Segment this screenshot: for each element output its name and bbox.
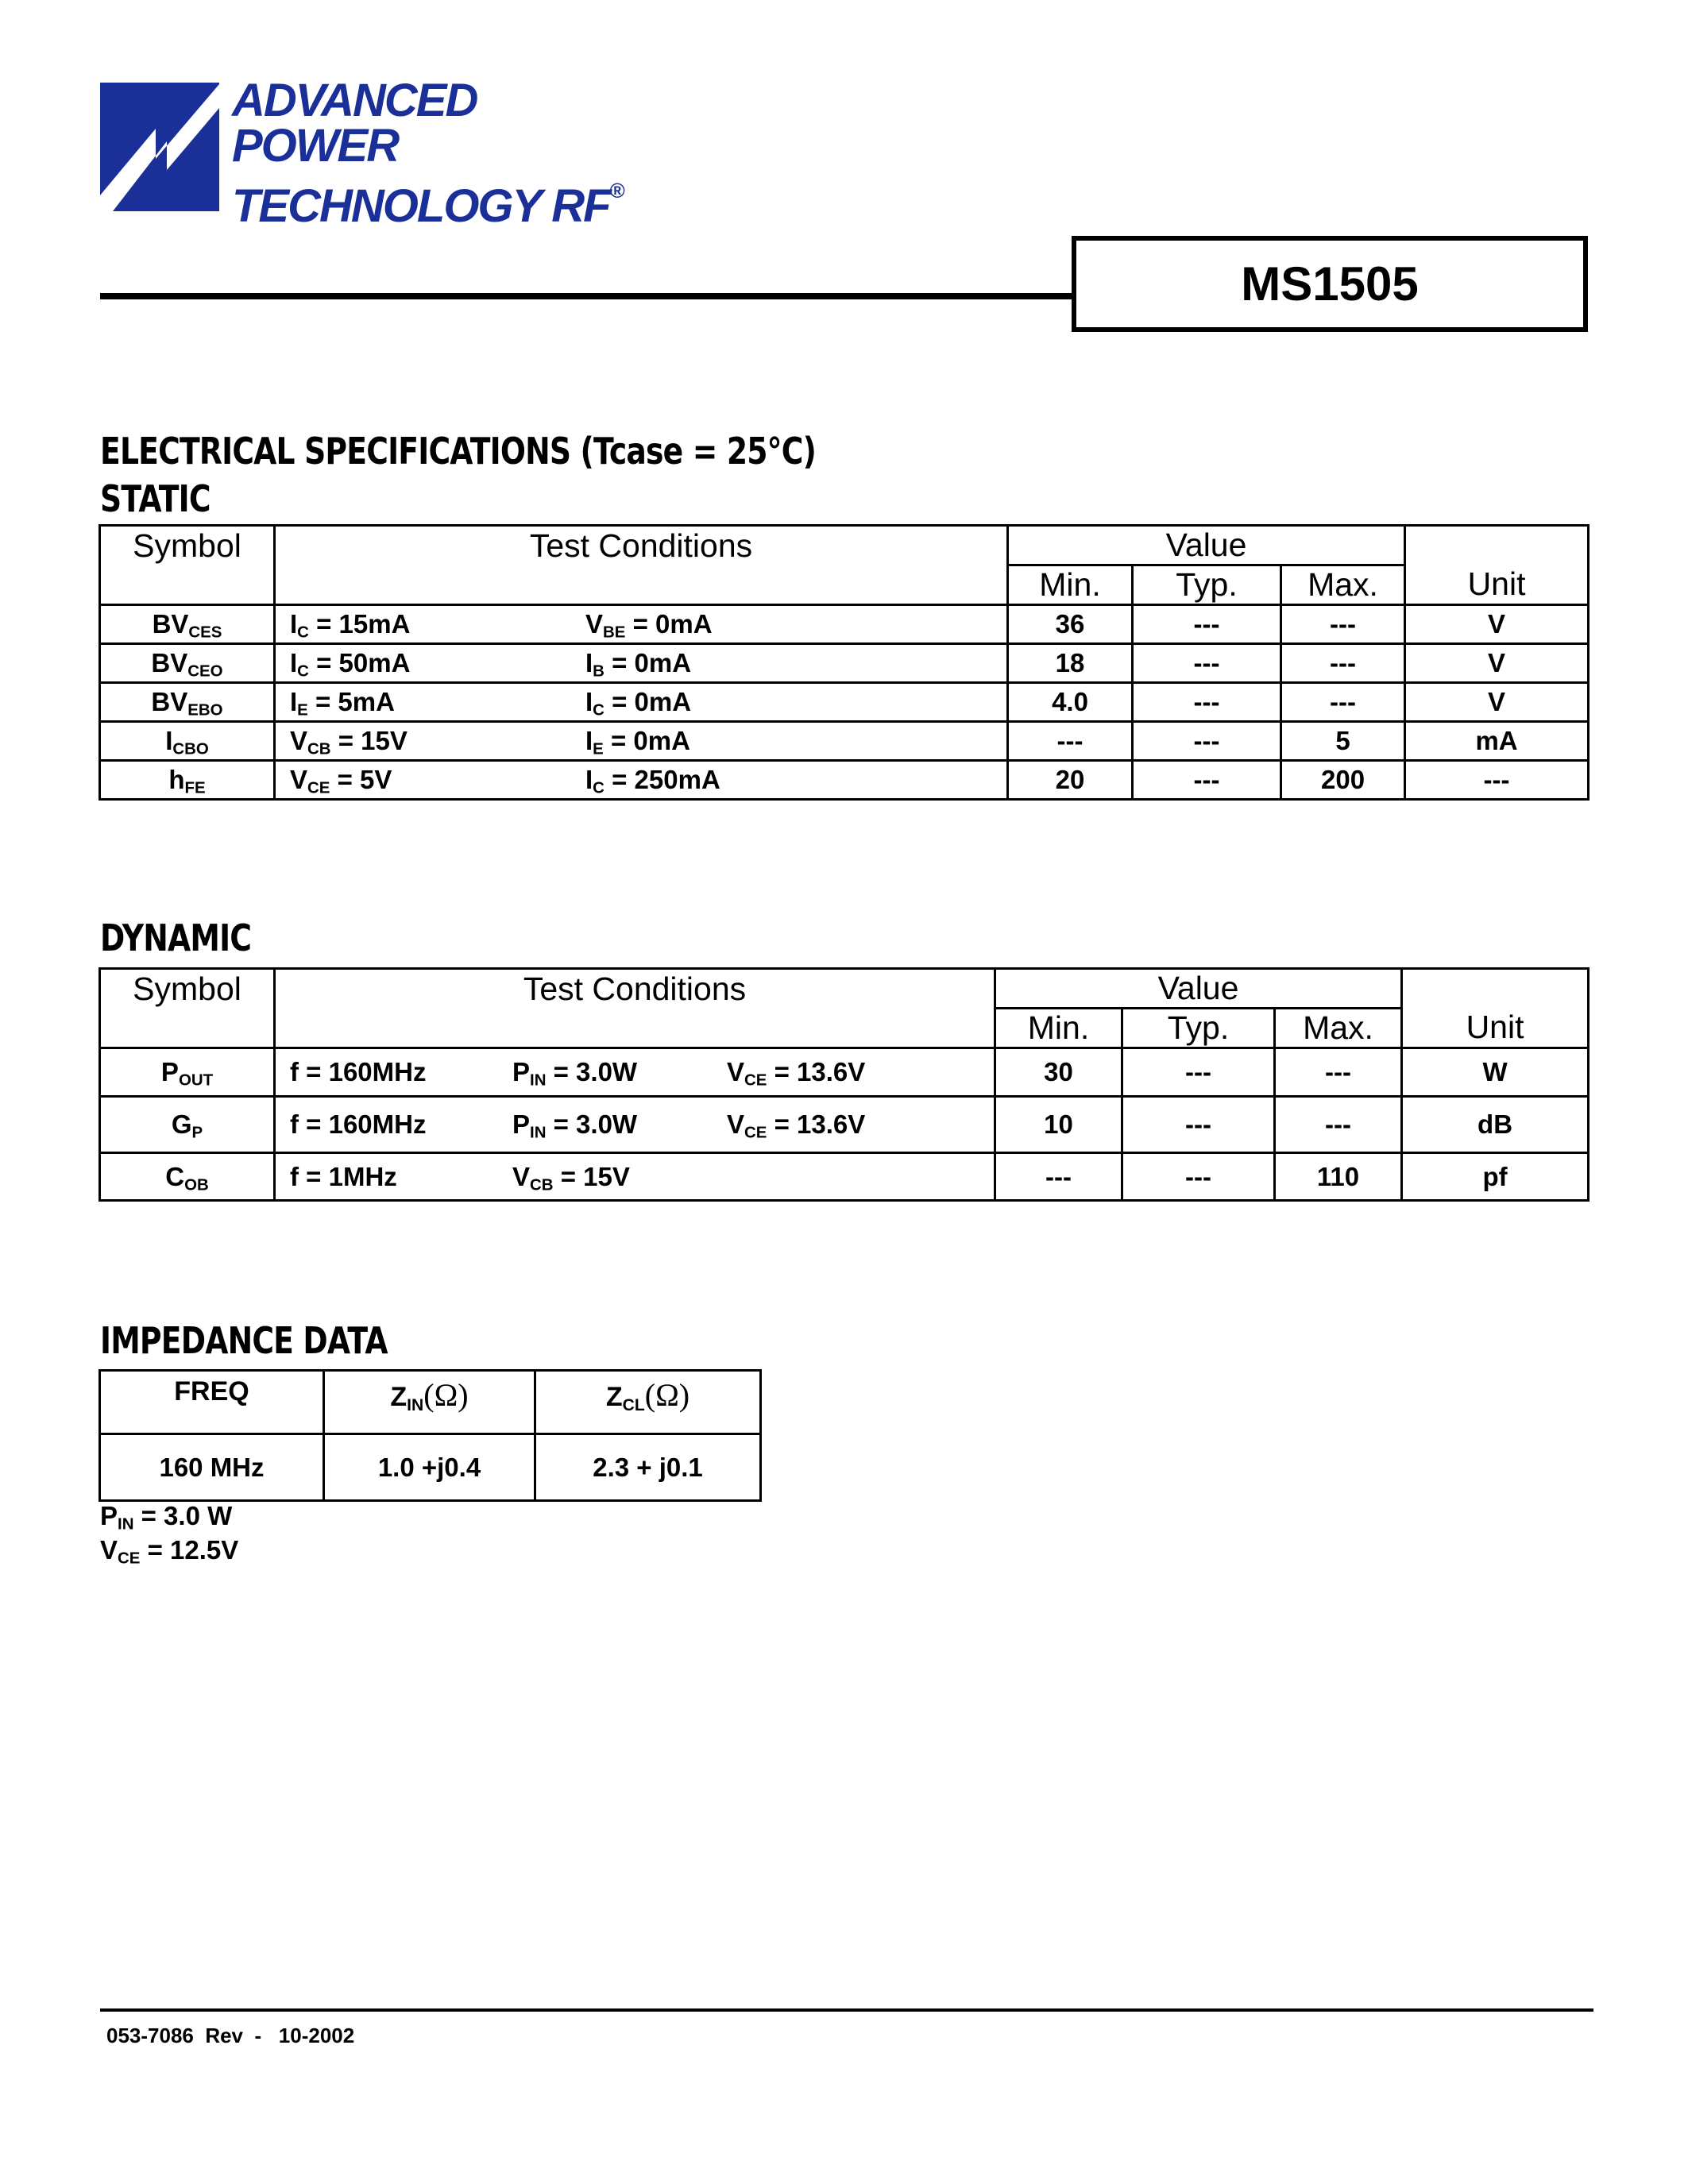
test-conditions-cell: $V_{CB} = 15V$ $I_E = 0mA$ xyxy=(275,722,1008,761)
typ-cell: --- xyxy=(1133,761,1281,800)
max-cell: --- xyxy=(1281,644,1405,683)
max-header: Max. xyxy=(1281,565,1405,605)
symbol-cell: $BV_{EBO}$ xyxy=(100,683,275,722)
unit-cell: V xyxy=(1405,605,1589,644)
max-cell: --- xyxy=(1275,1097,1402,1153)
company-logo-text xyxy=(232,75,624,232)
pin-condition: $P_{IN} = 3.0$ W xyxy=(100,1501,233,1534)
unit-cell: V xyxy=(1405,644,1589,683)
symbol-header-blank xyxy=(100,1009,275,1048)
unit-header: Unit xyxy=(1405,565,1589,605)
min-cell: 20 xyxy=(1008,761,1133,800)
table-row xyxy=(100,722,1589,761)
registered-mark: ® xyxy=(609,179,624,203)
typ-cell: --- xyxy=(1122,1153,1275,1201)
table-row xyxy=(100,1097,1589,1153)
unit-cell: --- xyxy=(1405,761,1589,800)
zin-value: 1.0 +j0.4 xyxy=(324,1434,535,1501)
typ-cell: --- xyxy=(1122,1097,1275,1153)
logo-line-1: ADVANCED xyxy=(232,75,477,126)
table-row xyxy=(100,1048,1589,1097)
vce-condition: $V_{CE} = 12.5V$ xyxy=(100,1535,239,1568)
symbol-cell: $G_P$ xyxy=(100,1097,275,1153)
unit-cell: W xyxy=(1402,1048,1589,1097)
test-conditions-cell: f = 1MHz $V_{CB} = 15V$ xyxy=(275,1153,995,1201)
test-conditions-header: Test Conditions xyxy=(275,526,1008,565)
min-cell: 4.0 xyxy=(1008,683,1133,722)
symbol-cell: $C_{OB}$ xyxy=(100,1153,275,1201)
symbol-cell: $BV_{CEO}$ xyxy=(100,644,275,683)
symbol-header: Symbol xyxy=(100,969,275,1009)
impedance-conditions xyxy=(100,1499,238,1567)
max-cell: --- xyxy=(1281,683,1405,722)
value-header: Value xyxy=(995,969,1402,1009)
max-header: Max. xyxy=(1275,1009,1402,1048)
min-cell: 10 xyxy=(995,1097,1122,1153)
header-rule xyxy=(100,293,1074,299)
impedance-table xyxy=(98,1369,762,1502)
logo-line-2: POWER xyxy=(232,120,399,172)
symbol-cell: $P_{OUT}$ xyxy=(100,1048,275,1097)
table-row xyxy=(100,1153,1589,1201)
test-conditions-header-blank xyxy=(275,1009,995,1048)
max-cell: 5 xyxy=(1281,722,1405,761)
part-number-box xyxy=(1072,236,1588,332)
symbol-header: Symbol xyxy=(100,526,275,565)
test-conditions-cell: f = 160MHz $P_{IN} = 3.0W$ $V_{CE} = 13.6V$ xyxy=(275,1097,995,1153)
max-cell: --- xyxy=(1275,1048,1402,1097)
value-header: Value xyxy=(1008,526,1405,565)
unit-cell: V xyxy=(1405,683,1589,722)
typ-header: Typ. xyxy=(1133,565,1281,605)
table-row xyxy=(100,644,1589,683)
min-header: Min. xyxy=(1008,565,1133,605)
zin-header: $Z_{IN}(\Omega)$ xyxy=(324,1371,535,1434)
symbol-cell: $BV_{CES}$ xyxy=(100,605,275,644)
symbol-cell: $h_{FE}$ xyxy=(100,761,275,800)
min-cell: --- xyxy=(1008,722,1133,761)
logo-line-3: TECHNOLOGY RF xyxy=(232,180,610,232)
test-conditions-cell: $I_E = 5mA$ $I_C = 0mA$ xyxy=(275,683,1008,722)
max-cell: 110 xyxy=(1275,1153,1402,1201)
min-cell: 30 xyxy=(995,1048,1122,1097)
electrical-spec-heading: ELECTRICAL SPECIFICATIONS (Tcase = 25°C) xyxy=(100,430,817,473)
unit-cell: dB xyxy=(1402,1097,1589,1153)
unit-header: Unit xyxy=(1402,1009,1589,1048)
logo-lightning-icon xyxy=(100,83,219,211)
unit-header-top xyxy=(1405,526,1589,565)
typ-cell: --- xyxy=(1133,605,1281,644)
min-cell: 36 xyxy=(1008,605,1133,644)
test-conditions-header-blank xyxy=(275,565,1008,605)
typ-header: Typ. xyxy=(1122,1009,1275,1048)
max-cell: --- xyxy=(1281,605,1405,644)
document-revision: 053-7086 Rev - 10-2002 xyxy=(106,2024,355,2047)
part-number: MS1505 xyxy=(1241,257,1419,311)
dynamic-heading: DYNAMIC xyxy=(100,916,252,959)
test-conditions-cell: f = 160MHz $P_{IN} = 3.0W$ $V_{CE} = 13.6V$ xyxy=(275,1048,995,1097)
min-header: Min. xyxy=(995,1009,1122,1048)
typ-cell: --- xyxy=(1133,683,1281,722)
freq-value: 160 MHz xyxy=(100,1434,324,1501)
static-spec-table xyxy=(98,524,1590,801)
typ-cell: --- xyxy=(1133,644,1281,683)
test-conditions-cell: $V_{CE} = 5V$ $I_C = 250mA$ xyxy=(275,761,1008,800)
unit-cell: pf xyxy=(1402,1153,1589,1201)
table-row xyxy=(100,605,1589,644)
table-row xyxy=(100,683,1589,722)
max-cell: 200 xyxy=(1281,761,1405,800)
freq-header: FREQ xyxy=(100,1371,324,1434)
typ-cell: --- xyxy=(1122,1048,1275,1097)
min-cell: 18 xyxy=(1008,644,1133,683)
test-conditions-header: Test Conditions xyxy=(275,969,995,1009)
symbol-header-blank xyxy=(100,565,275,605)
typ-cell: --- xyxy=(1133,722,1281,761)
table-row xyxy=(100,761,1589,800)
dynamic-spec-table xyxy=(98,967,1590,1202)
footer-rule xyxy=(100,2008,1593,2012)
test-conditions-cell: $I_C = 50mA$ $I_B = 0mA$ xyxy=(275,644,1008,683)
min-cell: --- xyxy=(995,1153,1122,1201)
zcl-header: $Z_{CL}(\Omega)$ xyxy=(535,1371,761,1434)
symbol-cell: $I_{CBO}$ xyxy=(100,722,275,761)
test-conditions-cell: $I_C = 15mA$ $V_{BE} = 0mA$ xyxy=(275,605,1008,644)
impedance-heading: IMPEDANCE DATA xyxy=(100,1319,388,1362)
zcl-value: 2.3 + j0.1 xyxy=(535,1434,761,1501)
unit-cell: mA xyxy=(1405,722,1589,761)
static-heading: STATIC xyxy=(100,477,211,520)
unit-header-top xyxy=(1402,969,1589,1009)
